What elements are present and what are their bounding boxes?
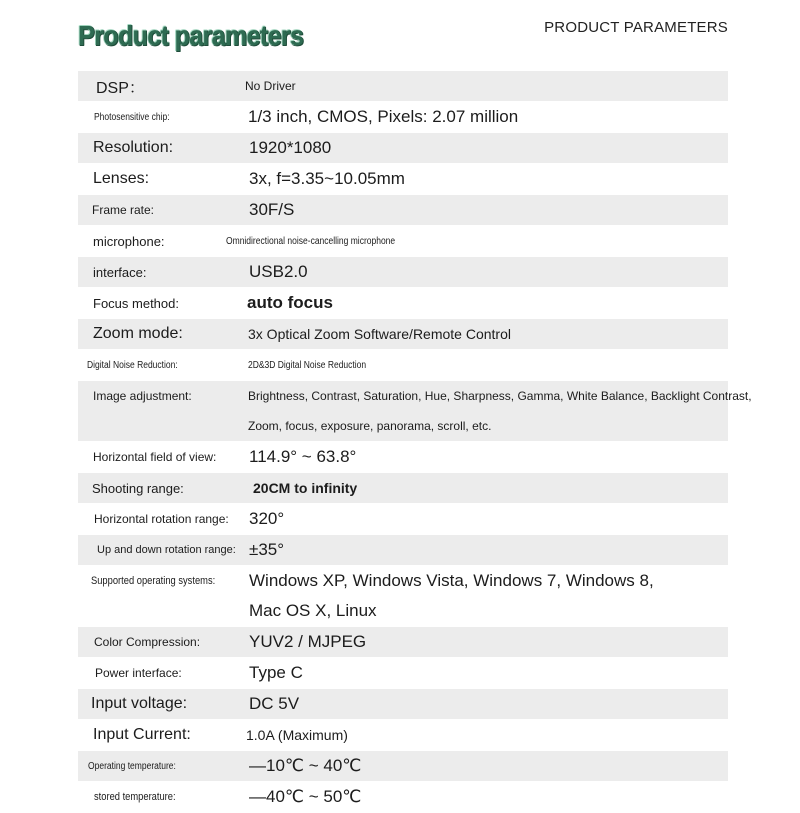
value-photosensitive-chip: 1/3 inch, CMOS, Pixels: 2.07 million (248, 107, 519, 126)
row-microphone (78, 226, 728, 257)
row-interface (78, 257, 728, 288)
label-dsp: DSP： (96, 79, 145, 97)
value-image-adjustment-line1: Brightness, Contrast, Saturation, Hue, Sharpness, Gamma, White Balance, Backlight Contrast, (248, 389, 752, 403)
value-horizontal-field-of-view: 114.9° ~ 63.8° (249, 447, 357, 466)
row-power-interface (78, 658, 728, 689)
row-resolution (78, 133, 728, 164)
value-digital-noise-reduction: 2D&3D Digital Noise Reduction (248, 359, 367, 371)
label-digital-noise-reduction: Digital Noise Reduction: (87, 359, 178, 371)
label-microphone: microphone: (93, 233, 165, 249)
label-color-compression: Color Compression: (94, 635, 201, 649)
row-photosensitive-chip (78, 102, 728, 133)
label-horizontal-field-of-view: Horizontal field of view: (93, 450, 217, 464)
label-focus-method: Focus method: (93, 295, 179, 311)
row-image-adjustment (78, 381, 752, 442)
header (0, 0, 800, 70)
label-photosensitive-chip: Photosensitive chip: (94, 111, 170, 123)
value-supported-os-line1: Windows XP, Windows Vista, Windows 7, Windows 8, (249, 571, 654, 590)
row-up-down-rotation-range (78, 535, 728, 566)
value-input-voltage: DC 5V (249, 694, 300, 713)
label-image-adjustment: Image adjustment: (93, 389, 192, 403)
label-frame-rate: Frame rate: (92, 203, 155, 217)
value-microphone: Omnidirectional noise-cancelling microphone (226, 235, 396, 247)
value-frame-rate: 30F/S (249, 200, 295, 219)
value-color-compression: YUV2 / MJPEG (249, 632, 367, 651)
value-interface: USB2.0 (249, 262, 308, 281)
value-dsp: No Driver (245, 79, 296, 93)
page-subtitle: PRODUCT PARAMETERS (544, 19, 728, 36)
label-up-down-rotation-range: Up and down rotation range: (97, 544, 236, 556)
row-digital-noise-reduction (78, 350, 728, 381)
row-horizontal-rotation-range (78, 504, 728, 535)
parameters-table (78, 71, 752, 813)
label-shooting-range: Shooting range: (92, 480, 184, 496)
value-zoom-mode: 3x Optical Zoom Software/Remote Control (248, 326, 511, 342)
value-lenses: 3x, f=3.35~10.05mm (249, 169, 405, 188)
value-focus-method: auto focus (247, 293, 333, 312)
label-resolution: Resolution: (93, 139, 174, 156)
value-input-current: 1.0A (Maximum) (246, 727, 348, 743)
value-shooting-range: 20CM to infinity (253, 480, 358, 496)
label-supported-operating-systems: Supported operating systems: (91, 575, 216, 587)
value-supported-os-line2: Mac OS X, Linux (249, 601, 377, 620)
value-power-interface: Type C (249, 663, 303, 682)
row-lenses (78, 164, 728, 195)
row-operating-temperature (78, 751, 728, 782)
value-up-down-rotation-range: ±35° (249, 540, 285, 559)
row-dsp (78, 71, 728, 102)
row-zoom-mode (78, 319, 728, 350)
label-stored-temperature: stored temperature: (94, 791, 176, 803)
row-focus-method (78, 288, 728, 319)
label-interface: interface: (93, 264, 147, 280)
row-frame-rate (78, 195, 728, 226)
value-operating-temperature: —10℃ ~ 40℃ (249, 756, 362, 775)
row-stored-temperature (78, 782, 728, 813)
page-title: Product parameters (78, 20, 304, 51)
label-power-interface: Power interface: (95, 666, 182, 680)
value-horizontal-rotation-range: 320° (249, 509, 285, 528)
label-operating-temperature: Operating temperature: (88, 760, 176, 772)
row-shooting-range (78, 473, 728, 504)
row-input-voltage (78, 689, 728, 720)
label-input-current: Input Current: (93, 726, 191, 743)
row-horizontal-field-of-view (78, 442, 728, 473)
label-zoom-mode: Zoom mode: (93, 325, 183, 342)
value-stored-temperature: —40℃ ~ 50℃ (249, 787, 362, 806)
row-color-compression (78, 627, 728, 658)
value-resolution: 1920*1080 (249, 138, 332, 157)
row-supported-operating-systems (78, 566, 728, 627)
row-input-current (78, 720, 728, 751)
label-input-voltage: Input voltage: (91, 695, 188, 712)
value-image-adjustment-line2: Zoom, focus, exposure, panorama, scroll, etc. (248, 419, 492, 433)
label-horizontal-rotation-range: Horizontal rotation range: (94, 512, 229, 526)
label-lenses: Lenses: (93, 170, 150, 187)
